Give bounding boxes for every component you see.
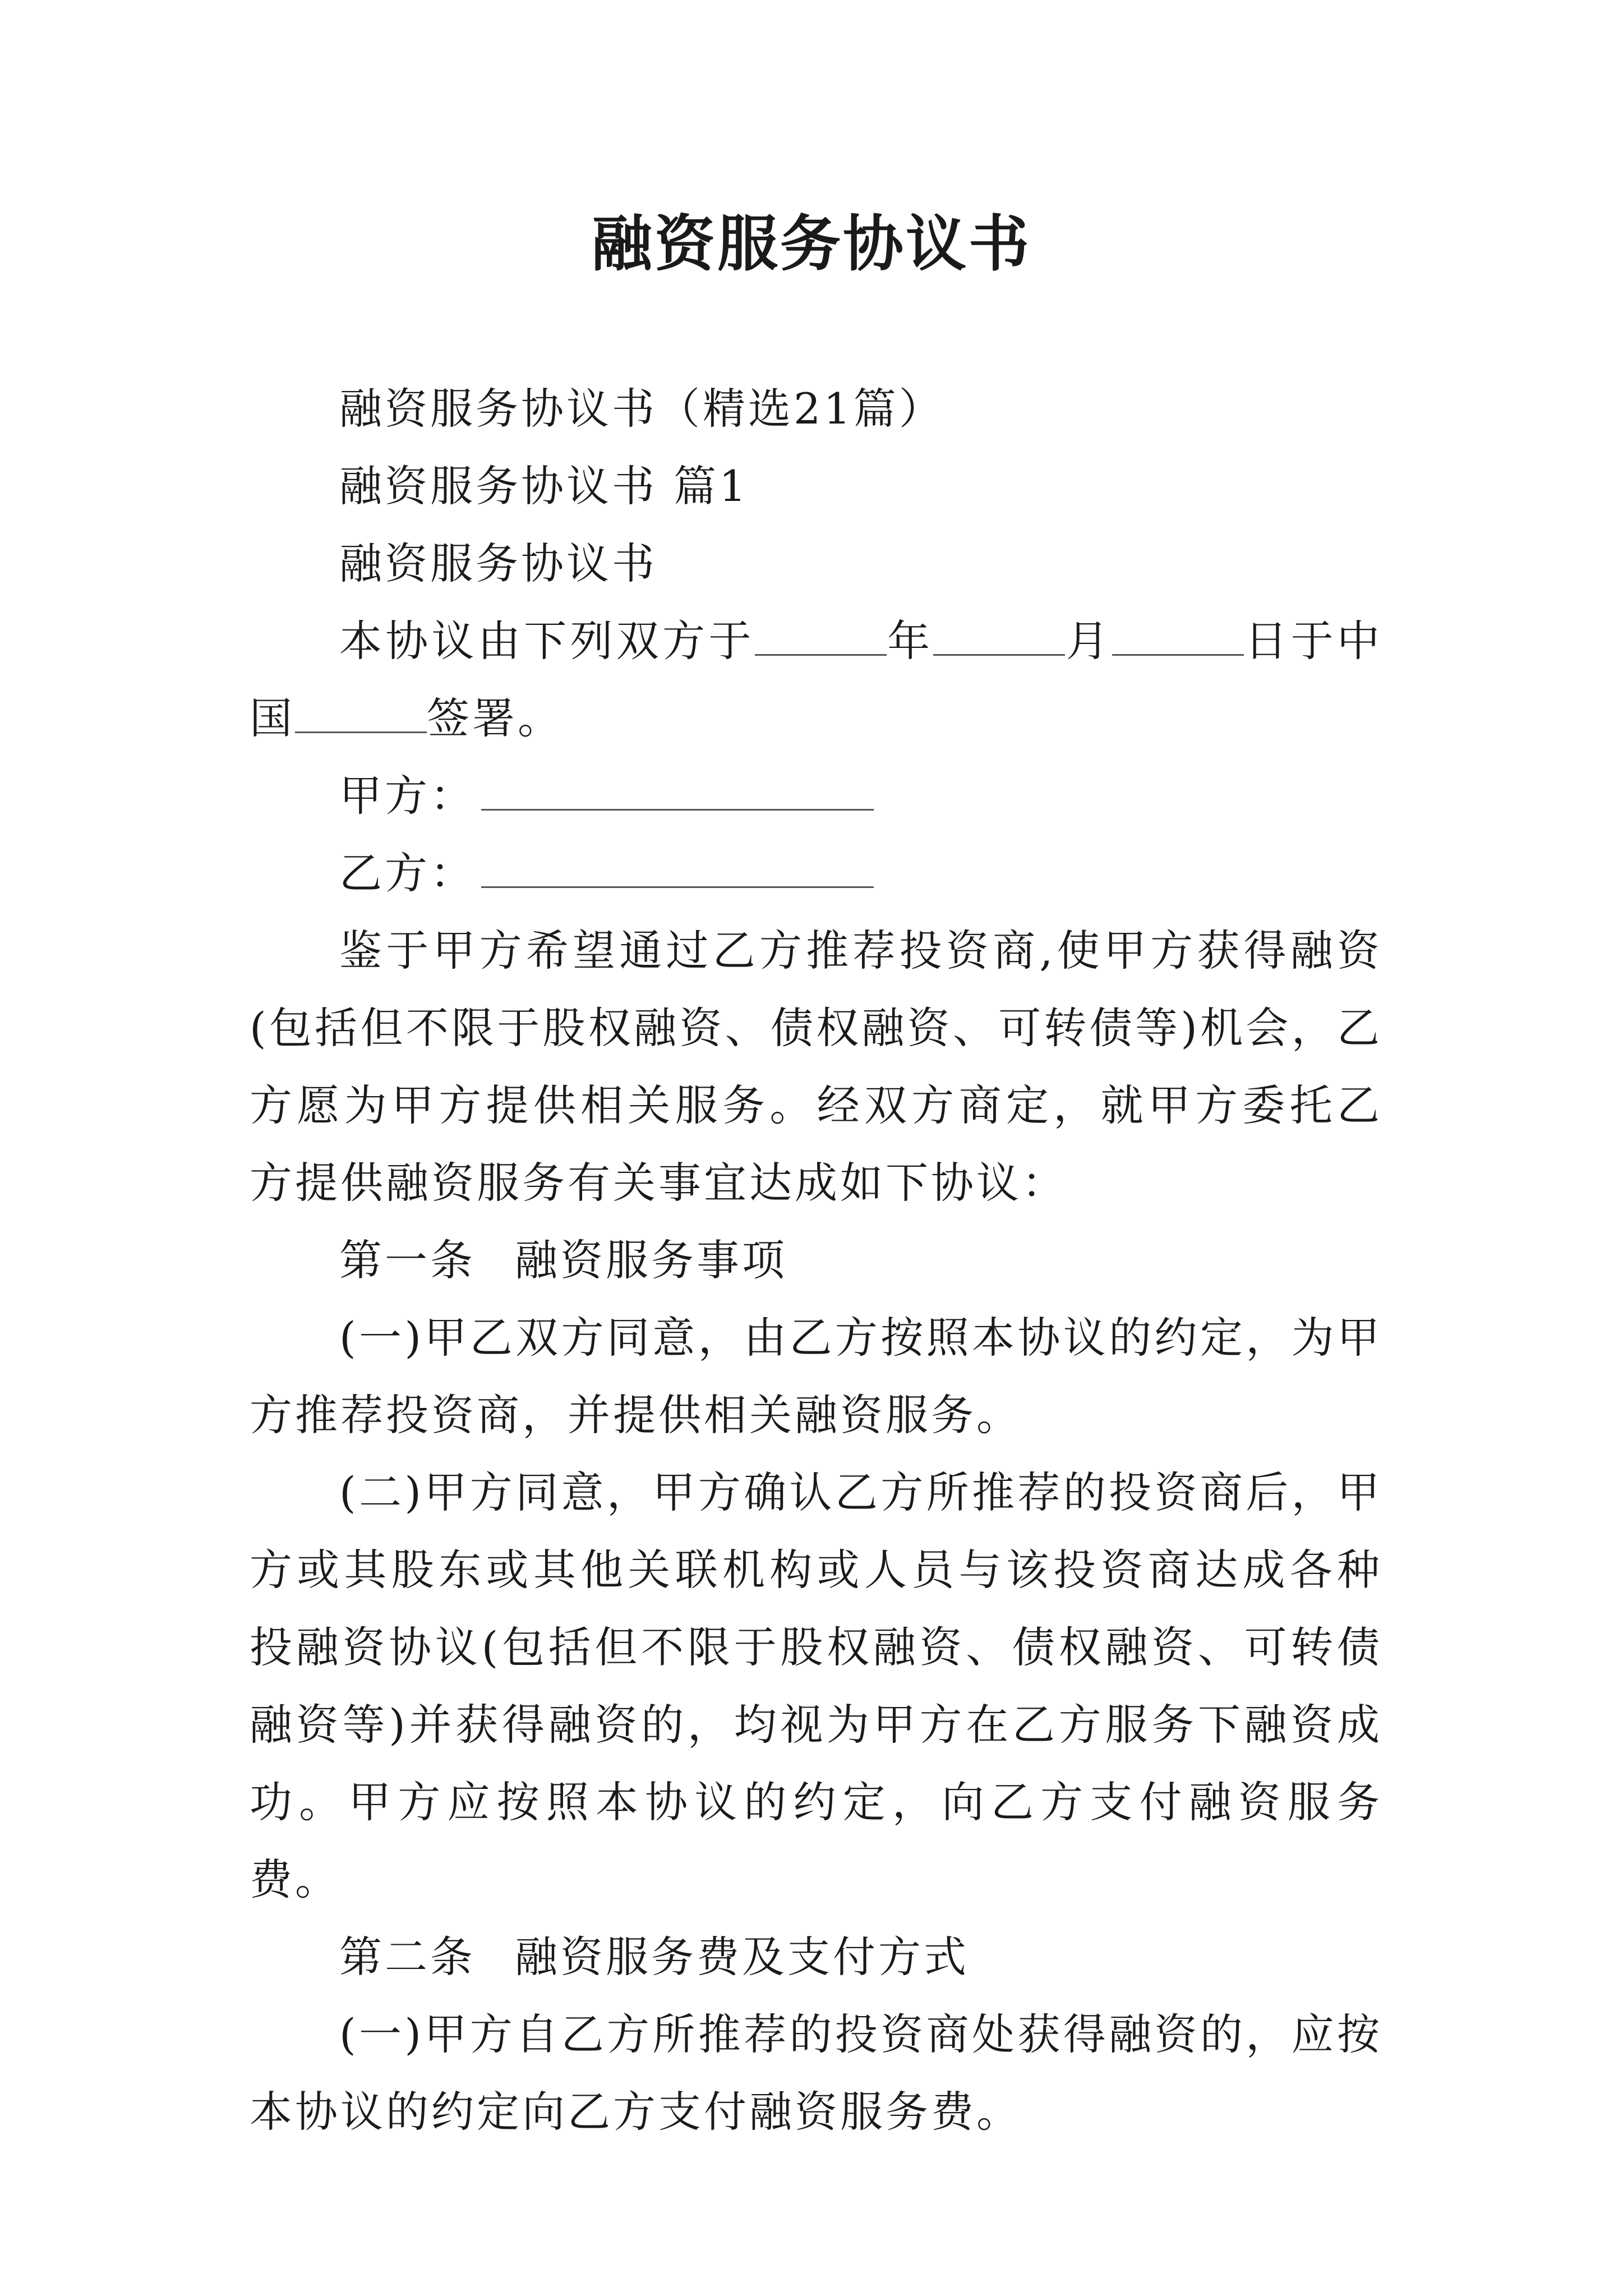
- party-a-blank: [481, 774, 874, 811]
- document-title: 融资服务协议书: [591, 209, 1031, 279]
- year-blank: [755, 619, 887, 656]
- chapter-heading: 融资服务协议书 篇1: [339, 461, 749, 511]
- signing-day-place: 日于中国: [250, 616, 1382, 743]
- article1-title: 融资服务事项: [515, 1235, 787, 1285]
- preamble-paragraph: 鉴于甲方希望通过乙方推荐投资商,使甲方获得融资(包括但不限于股权融资、债权融资、可转债等)机会，乙方愿为甲方提供相关服务。经双方商定，就甲方委托乙方提供融资服务有关事宜达成如下协议：: [250, 926, 1382, 1208]
- signing-month: 月: [1065, 616, 1113, 666]
- article2-heading: [250, 1918, 1382, 1996]
- party-a-label: 甲方：: [339, 771, 476, 821]
- place-blank: [295, 697, 427, 733]
- subtitle: 融资服务协议书（精选21篇）: [339, 384, 944, 434]
- party-b-blank: [481, 852, 874, 888]
- signing-prefix: 本协议由下列双方于: [339, 616, 755, 666]
- article1-clause2: (二)甲方同意，甲方确认乙方所推荐的投资商后，甲方或其股东或其他关联机构或人员与该投资商达成各种投融资协议(包括但不限于股权融资、债权融资、可转债融资等)并获得融资的，均视为甲方在乙方服务下融资成功。甲方应按照本协议的约定，向乙方支付融资服务费。: [250, 1467, 1382, 1904]
- day-blank: [1112, 619, 1244, 656]
- signing-year: 年: [886, 616, 934, 666]
- article2-title: 融资服务费及支付方式: [515, 1932, 969, 1982]
- article1-clause1: (一)甲乙双方同意，由乙方按照本协议的约定，为甲方推荐投资商，并提供相关融资服务。: [250, 1313, 1382, 1440]
- party-b-label: 乙方：: [339, 848, 476, 898]
- article2-number: 第二条: [339, 1932, 476, 1982]
- party-a-line: [250, 757, 1382, 835]
- section-title: 融资服务协议书: [339, 539, 657, 588]
- signing-paragraph: [250, 602, 1382, 757]
- signing-signed: 签署。: [427, 693, 563, 743]
- document-body: [250, 370, 1382, 2151]
- article2-clause1: (一)甲方自乙方所推荐的投资商处获得融资的，应按本协议的约定向乙方支付融资服务费。: [250, 2009, 1382, 2137]
- article1-heading: [250, 1222, 1382, 1299]
- article1-number: 第一条: [339, 1235, 476, 1285]
- party-b-line: [250, 835, 1382, 912]
- month-blank: [933, 619, 1065, 656]
